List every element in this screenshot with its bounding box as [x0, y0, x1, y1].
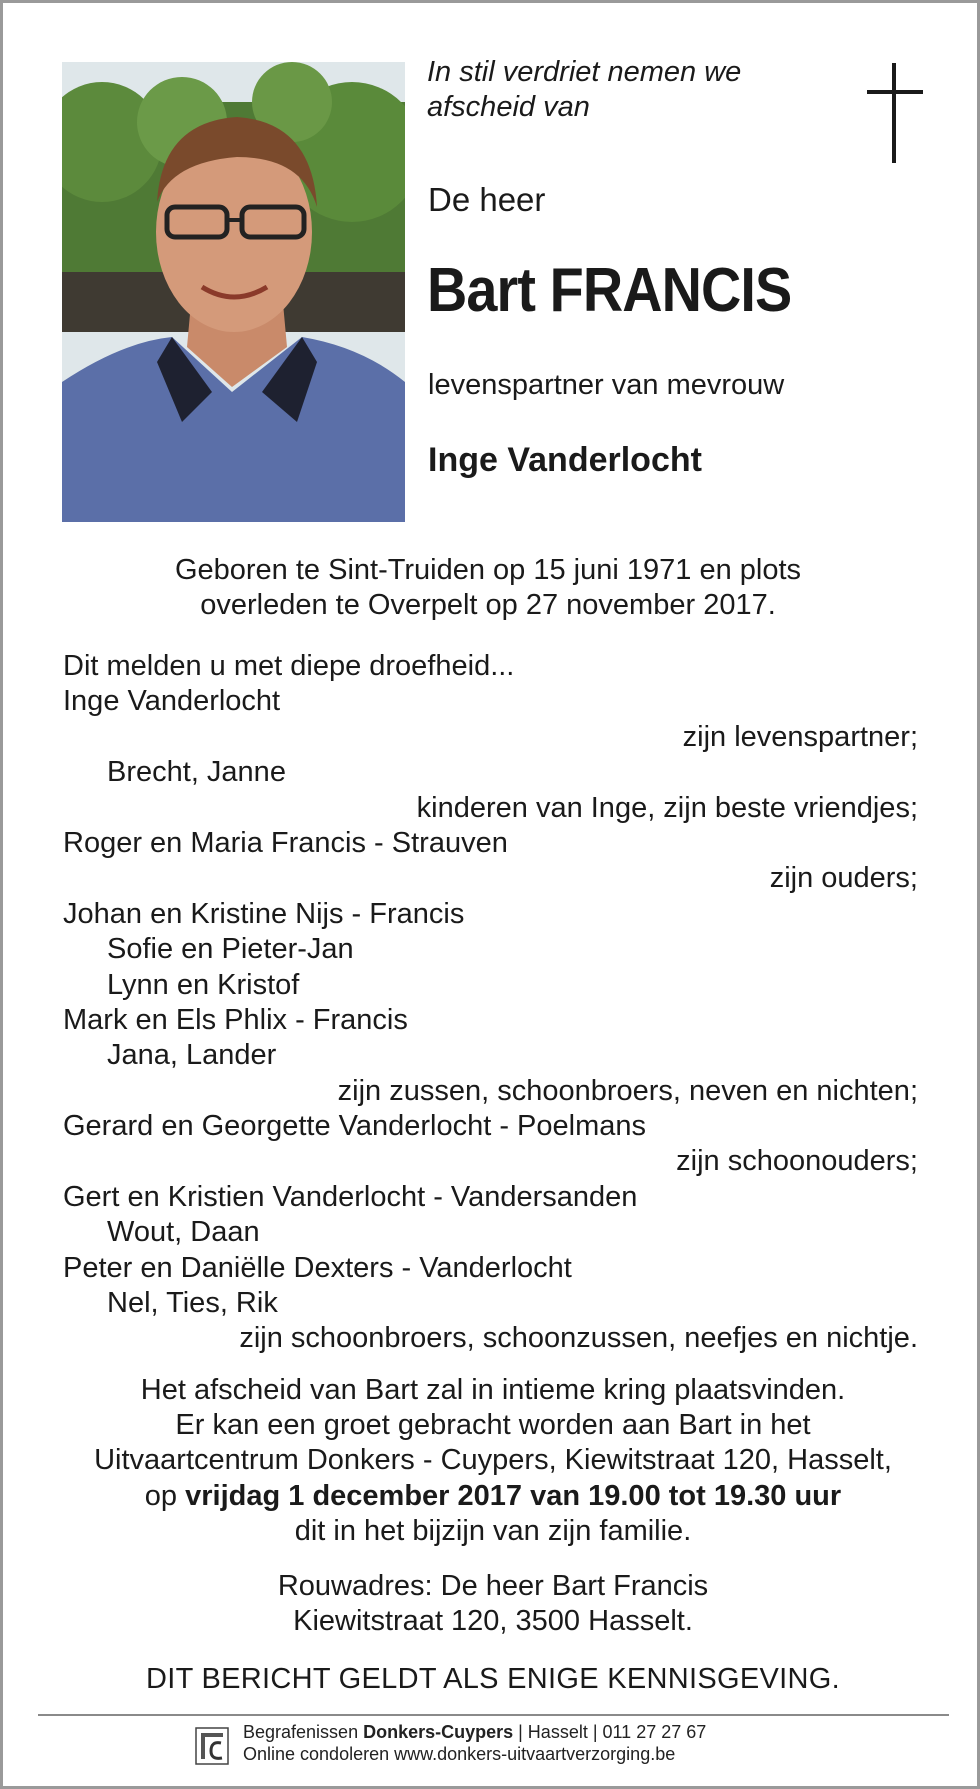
death-line: overleden te Overpelt op 27 november 2017.: [200, 589, 776, 621]
farewell-line: dit in het bijzijn van zijn familie.: [294, 1514, 692, 1547]
address-line: Kiewitstraat 120, 3500 Hasselt.: [293, 1605, 693, 1637]
family-row: Johan en Kristine Nijs - Francis: [63, 897, 465, 930]
family-row: Mark en Els Phlix - Francis: [63, 1003, 408, 1036]
birth-death-info: [63, 553, 913, 623]
family-row: Brecht, Janne: [107, 756, 286, 789]
footer-line-1: [243, 1721, 706, 1743]
funeral-home-logo-icon: [195, 1727, 229, 1765]
farewell-date-line: [43, 1479, 943, 1514]
footer-divider: [38, 1714, 949, 1716]
farewell-date-prefix: op: [144, 1479, 186, 1512]
family-row: Dit melden u met diepe droefheid...: [63, 650, 515, 682]
deceased-name: Bart FRANCIS: [427, 256, 792, 325]
family-row: zijn schoonbroers, schoonzussen, neefjes en nichtje.: [239, 1322, 918, 1355]
farewell-line: Er kan een groet gebracht worden aan Bart in het: [175, 1409, 811, 1442]
family-row: Lynn en Kristof: [107, 968, 300, 1001]
footer: [243, 1721, 706, 1765]
family-row: Nel, Ties, Rik: [107, 1287, 278, 1320]
portrait-photo: [62, 62, 405, 522]
partner-name: Inge Vanderlocht: [428, 441, 702, 479]
farewell-line: Het afscheid van Bart zal in intieme kring plaatsvinden.: [140, 1374, 846, 1406]
family-row: Peter en Daniëlle Dexters - Vanderlocht: [63, 1251, 572, 1284]
family-row: zijn schoonouders;: [676, 1145, 918, 1178]
footer-prefix: Begrafenissen: [243, 1722, 364, 1742]
family-row: kinderen van Inge, zijn beste vriendjes;: [416, 791, 918, 824]
family-row: zijn levenspartner;: [682, 720, 918, 753]
farewell-info: [43, 1373, 943, 1549]
farewell-line: Uitvaartcentrum Donkers - Cuypers, Kiewitstraat 120, Hasselt,: [94, 1444, 892, 1477]
family-row: Roger en Maria Francis - Strauven: [63, 826, 508, 859]
family-row: zijn zussen, schoonbroers, neven en nichten;: [337, 1074, 918, 1107]
family-row: Inge Vanderlocht: [63, 685, 281, 718]
partner-intro: levenspartner van mevrouw: [428, 369, 785, 401]
mourning-address: [43, 1569, 943, 1639]
notice-text: DIT BERICHT GELDT ALS ENIGE KENNISGEVING.: [146, 1663, 840, 1695]
footer-company: Donkers-Cuypers: [363, 1722, 514, 1742]
family-row: Gert en Kristien Vanderlocht - Vandersanden: [63, 1180, 638, 1213]
family-list: [63, 649, 918, 1357]
family-row: Jana, Lander: [107, 1039, 277, 1072]
footer-contact: | Hasselt | 011 27 27 67: [513, 1722, 707, 1742]
footer-line-2: Online condoleren www.donkers-uitvaartverzorging.be: [243, 1744, 676, 1764]
family-row: Sofie en Pieter-Jan: [107, 933, 354, 966]
intro-text: In stil verdriet nemen we afscheid van: [427, 56, 742, 123]
family-row: Gerard en Georgette Vanderlocht - Poelmans: [63, 1110, 647, 1143]
address-line: Rouwadres: De heer Bart Francis: [277, 1570, 709, 1602]
family-row: Wout, Daan: [107, 1216, 260, 1249]
birth-line: Geboren te Sint-Truiden op 15 juni 1971 en plots: [174, 554, 802, 586]
cross-icon: [867, 63, 923, 163]
farewell-date: vrijdag 1 december 2017 van 19.00 tot 19.30 uur: [185, 1479, 842, 1512]
family-row: zijn ouders;: [769, 862, 918, 895]
honorific: De heer: [428, 181, 546, 218]
